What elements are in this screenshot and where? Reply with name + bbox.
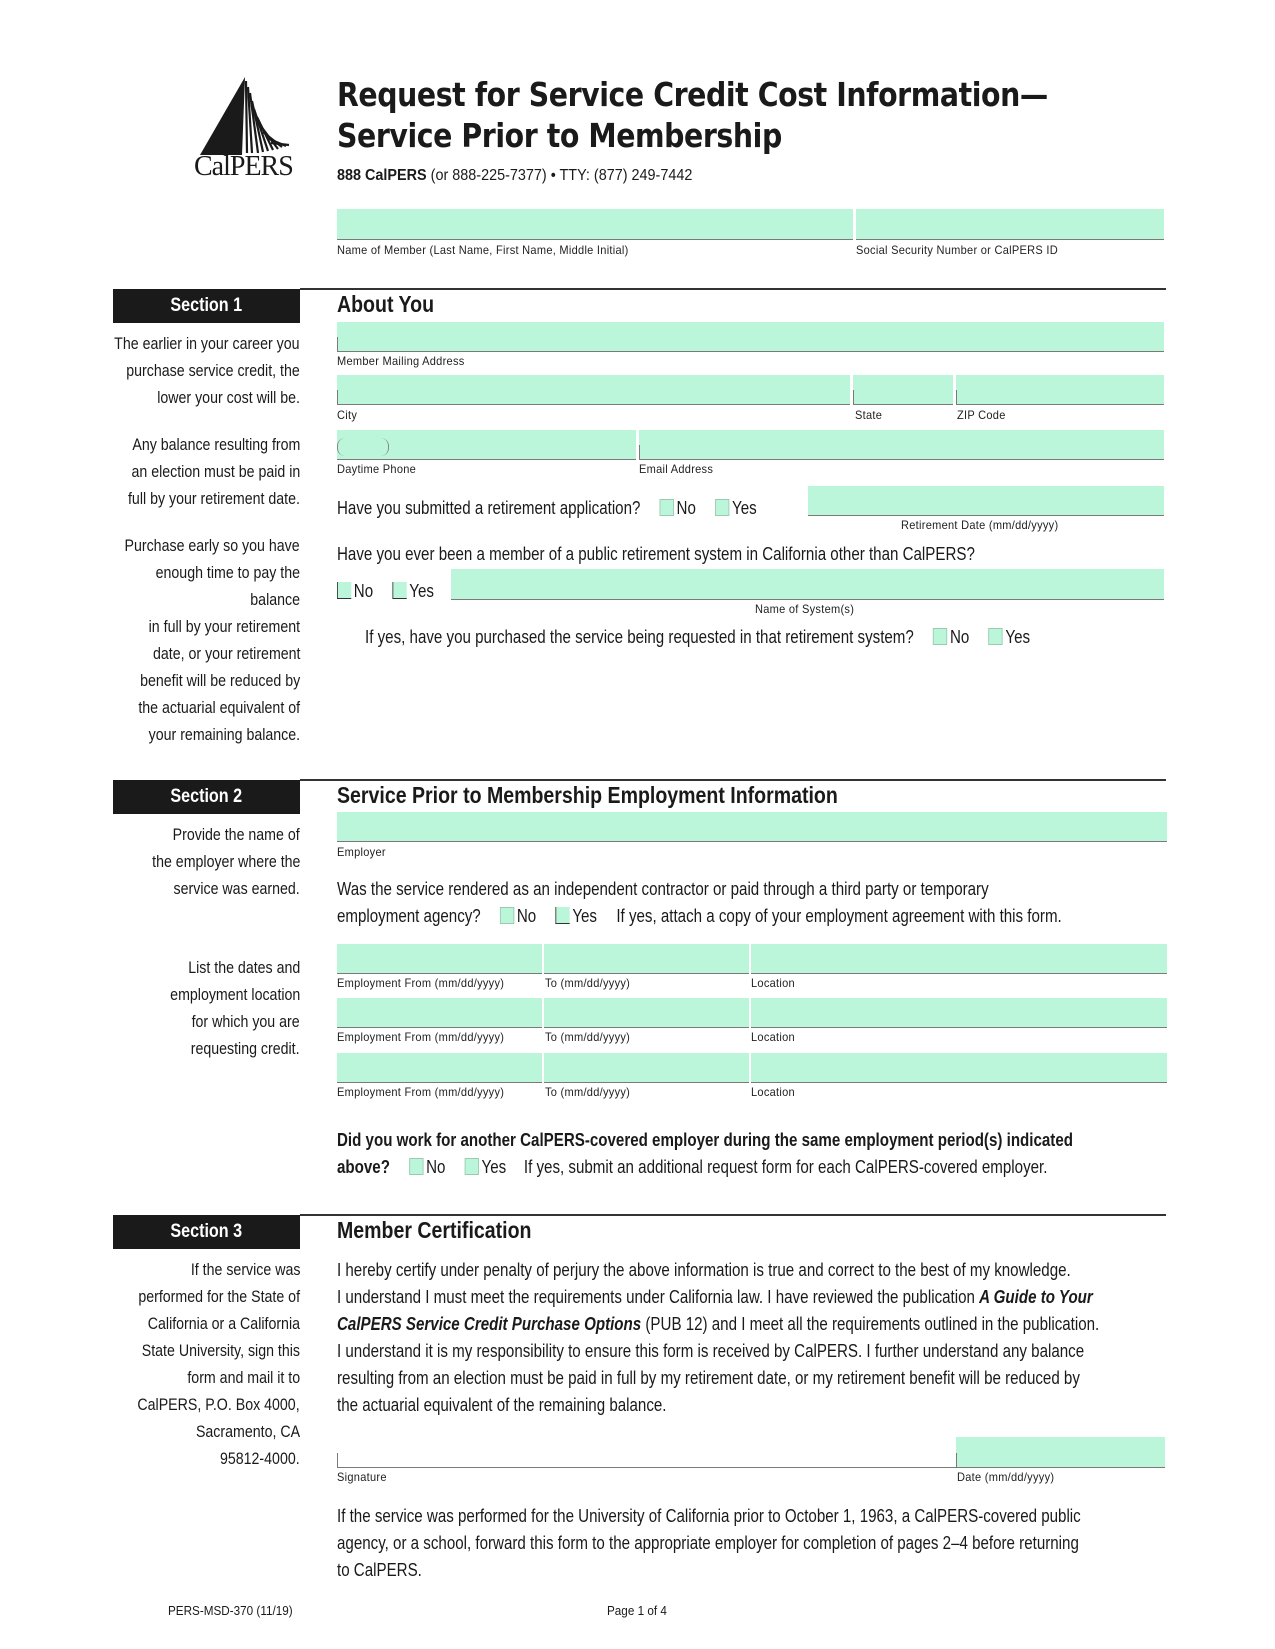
signature-field[interactable] (337, 1437, 956, 1468)
zip-label: ZIP Code (957, 408, 1006, 422)
form-id: PERS-MSD-370 (11/19) (168, 1603, 293, 1618)
calpers-logo (190, 75, 300, 187)
employment-location-label: Location (751, 1085, 795, 1099)
email-field[interactable] (639, 430, 1164, 460)
section1-rule (300, 288, 1166, 290)
employment-from-field[interactable] (337, 1053, 542, 1083)
calpers-triangle-icon (190, 75, 300, 160)
contractor-note: If yes, attach a copy of your employment agreement with this form. (616, 906, 1062, 926)
mailing-address-label: Member Mailing Address (337, 354, 465, 368)
other-employer-question-line1: Did you work for another CalPERS-covered employer during the same employment period(s) indicated (337, 1130, 1073, 1150)
employment-location-label: Location (751, 976, 795, 990)
system-name-label: Name of System(s) (755, 602, 855, 616)
contractor-question-line2: employment agency? No Yes If yes, attach a copy of your employment agreement with this form. (337, 906, 1062, 926)
section2-badge: Section 2 (113, 780, 300, 814)
employment-from-field[interactable] (337, 998, 542, 1028)
area-code-bracket-icon (337, 438, 389, 456)
system-name-field[interactable] (451, 569, 1164, 600)
section3-rule (300, 1214, 1166, 1216)
other-employer-note: If yes, submit an additional request form for each CalPERS-covered employer. (523, 1157, 1048, 1177)
other-system-yes-checkbox[interactable] (392, 582, 406, 599)
retirement-date-field[interactable] (808, 486, 1164, 516)
employer-label: Employer (337, 845, 386, 859)
signature-date-field[interactable] (956, 1437, 1165, 1468)
contractor-yes-checkbox[interactable] (556, 907, 570, 924)
guide-title: A Guide to Your (979, 1287, 1093, 1307)
other-system-options: No Yes (337, 581, 434, 602)
employment-location-field[interactable] (751, 944, 1167, 974)
retirement-app-question: Have you submitted a retirement application? No Yes (337, 498, 757, 518)
city-label: City (337, 408, 358, 422)
section1-badge: Section 1 (113, 289, 300, 323)
phone-rest: (or 888-225-7377) • TTY: (877) 249-7442 (426, 167, 693, 184)
state-label: State (855, 408, 883, 422)
employment-to-label: To (mm/dd/yyyy) (545, 1030, 631, 1044)
member-name-label: Name of Member (Last Name, First Name, Middle Initial) (337, 243, 629, 257)
employment-location-field[interactable] (751, 1053, 1167, 1083)
employment-to-label: To (mm/dd/yyyy) (545, 1085, 631, 1099)
zip-field[interactable] (956, 375, 1164, 405)
employment-from-label: Employment From (mm/dd/yyyy) (337, 1030, 505, 1044)
employment-to-field[interactable] (544, 1053, 749, 1083)
page-number: Page 1 of 4 (607, 1603, 667, 1618)
other-system-no-checkbox[interactable] (337, 582, 351, 599)
section1-sidebar (80, 331, 300, 769)
section3-sidebar: If the service was performed for the State of California or a California State University, sign this form and mail it to CalPERS, P.O. Box 4000, Sacramento, CA 95812-4000. (137, 1261, 300, 1468)
retirement-date-label: Retirement Date (mm/dd/yyyy) (901, 518, 1059, 532)
sidebar-note-2: Any balance resulting from an election must be paid in full by your retirement date. (128, 436, 300, 508)
purchased-yes-checkbox[interactable] (989, 628, 1003, 645)
member-name-field[interactable] (337, 209, 853, 240)
section2-sidebar-2: List the dates and employment location for which you are requesting credit. (169, 959, 300, 1058)
other-system-question: Have you ever been a member of a public retirement system in California other than CalPERS? (337, 544, 975, 564)
page-title-line1: Request for Service Credit Cost Information— (337, 75, 1048, 114)
ssn-label: Social Security Number or CalPERS ID (856, 243, 1058, 257)
certification-text: I hereby certify under penalty of perjury the above information is true and correct to the best of my knowledge. I understand I must meet the requirements under California law. I have reviewed the publication A Guide to Your CalPERS Service Credit Purchase Options (PUB 12) and I meet all the requirements outlined in the publication. I understand it is my responsibility to ensure this form is received by CalPERS. I further understand any balance resulting from an election must be paid in full by my retirement date, or my retirement benefit will be reduced by the actuarial equivalent of the remaining balance. (337, 1260, 1100, 1415)
contractor-question-line1: Was the service rendered as an independent contractor or paid through a third party or temporary (337, 879, 989, 899)
section2-sidebar-1: Provide the name of the employer where the service was earned. (151, 826, 300, 898)
section3-heading: Member Certification (337, 1217, 532, 1243)
employment-to-field[interactable] (544, 998, 749, 1028)
employment-location-field[interactable] (751, 998, 1167, 1028)
ssn-field[interactable] (856, 209, 1164, 240)
logo-text: CalPERS (194, 151, 293, 182)
signature-date-label: Date (mm/dd/yyyy) (957, 1470, 1055, 1484)
city-field[interactable] (337, 375, 850, 405)
purchased-question: If yes, have you purchased the service being requested in that retirement system? No Yes (365, 627, 1031, 647)
employment-from-field[interactable] (337, 944, 542, 974)
uc-instructions: If the service was performed for the University of California prior to October 1, 1963, a CalPERS-covered public agency, or a school, forward this form to the appropriate employer for completion of pages 2–4 before returning to CalPERS. (337, 1506, 1081, 1580)
phone-bold: 888 CalPERS (337, 167, 427, 184)
daytime-phone-label: Daytime Phone (337, 462, 417, 476)
retirement-app-yes-checkbox[interactable] (715, 499, 729, 516)
retirement-app-no-checkbox[interactable] (660, 499, 674, 516)
employment-to-field[interactable] (544, 944, 749, 974)
email-label: Email Address (639, 462, 714, 476)
contractor-no-checkbox[interactable] (500, 907, 514, 924)
employment-from-label: Employment From (mm/dd/yyyy) (337, 1085, 505, 1099)
purchased-no-checkbox[interactable] (933, 628, 947, 645)
employment-from-label: Employment From (mm/dd/yyyy) (337, 976, 505, 990)
page-title-line2: Service Prior to Membership (337, 116, 782, 155)
other-employer-question-line2: above? No Yes If yes, submit an additional request form for each CalPERS-covered employer. (337, 1157, 1048, 1177)
employment-location-label: Location (751, 1030, 795, 1044)
section2-rule (300, 779, 1166, 781)
daytime-phone-field[interactable] (337, 430, 636, 460)
sidebar-note-1: The earlier in your career you purchase service credit, the lower your cost will be. (114, 335, 300, 407)
other-employer-no-checkbox[interactable] (409, 1158, 423, 1175)
signature-tick (337, 1453, 338, 1467)
employment-to-label: To (mm/dd/yyyy) (545, 976, 631, 990)
section2-heading: Service Prior to Membership Employment Information (337, 782, 838, 808)
section3-badge: Section 3 (113, 1215, 300, 1249)
guide-title-cont: CalPERS Service Credit Purchase Options (337, 1314, 642, 1334)
section1-heading: About You (337, 291, 435, 317)
contact-phone (337, 167, 692, 185)
signature-label: Signature (337, 1470, 387, 1484)
other-employer-yes-checkbox[interactable] (465, 1158, 479, 1175)
sidebar-note-3: Purchase early so you have enough time to pay the balance in full by your retirement date, or your retirement benefit will be reduced by the actuarial equivalent of your remaining balance. (124, 537, 300, 744)
employer-field[interactable] (337, 812, 1167, 842)
state-field[interactable] (853, 375, 953, 405)
mailing-address-field[interactable] (337, 322, 1164, 352)
